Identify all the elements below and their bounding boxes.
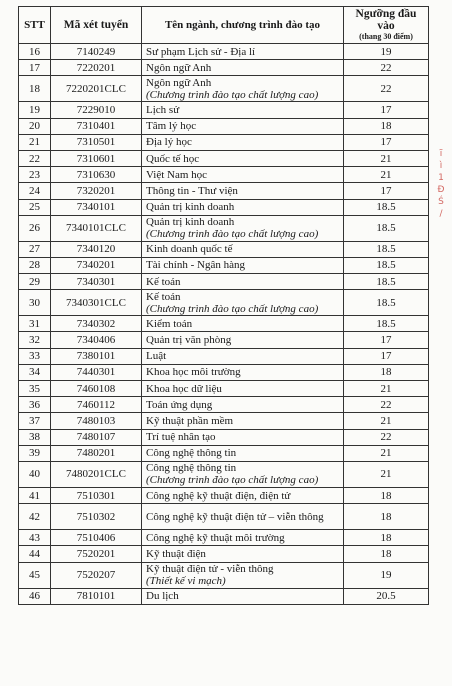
row-score: 21 [344, 167, 429, 183]
program-name: Thông tin - Thư viện [146, 184, 238, 197]
row-code: 7229010 [51, 102, 142, 118]
row-score: 18.5 [344, 241, 429, 257]
row-code: 7380101 [51, 348, 142, 364]
row-stt: 39 [19, 445, 51, 461]
row-code: 7310630 [51, 167, 142, 183]
program-note: (Chương trình đào tạo chất lượng cao) [146, 302, 319, 315]
header-code: Mã xét tuyển [51, 7, 142, 44]
row-stt: 30 [19, 290, 51, 316]
row-program [142, 215, 344, 241]
row-program [142, 546, 344, 562]
row-stt: 25 [19, 199, 51, 215]
row-score: 21 [344, 413, 429, 429]
row-program [142, 183, 344, 199]
row-stt: 45 [19, 562, 51, 588]
program-name: Địa lý học [146, 136, 192, 149]
row-code: 7220201 [51, 60, 142, 76]
row-program [142, 199, 344, 215]
program-name: Luật [146, 350, 167, 363]
row-code: 7460112 [51, 397, 142, 413]
row-code: 7340302 [51, 316, 142, 332]
row-score: 19 [344, 44, 429, 60]
table-row [19, 274, 429, 290]
row-stt: 16 [19, 44, 51, 60]
table-row [19, 546, 429, 562]
row-score: 22 [344, 397, 429, 413]
table-row [19, 562, 429, 588]
row-stt: 24 [19, 183, 51, 199]
row-program [142, 150, 344, 166]
row-stt: 35 [19, 381, 51, 397]
table-row [19, 445, 429, 461]
row-code: 7440301 [51, 364, 142, 380]
row-score: 18 [344, 530, 429, 546]
row-score: 22 [344, 76, 429, 102]
row-code: 7520207 [51, 562, 142, 588]
row-code: 7340406 [51, 332, 142, 348]
row-stt: 46 [19, 588, 51, 604]
table-row [19, 60, 429, 76]
table-body [19, 44, 429, 605]
row-code: 7310601 [51, 150, 142, 166]
row-stt: 19 [19, 102, 51, 118]
row-stt: 36 [19, 397, 51, 413]
row-code: 7480103 [51, 413, 142, 429]
program-name: Tâm lý học [146, 120, 197, 133]
row-score: 18.5 [344, 274, 429, 290]
row-score: 21 [344, 445, 429, 461]
row-score: 18.5 [344, 316, 429, 332]
row-program [142, 60, 344, 76]
row-stt: 23 [19, 167, 51, 183]
row-score: 18 [344, 546, 429, 562]
program-name: Quốc tế học [146, 152, 200, 165]
row-score: 17 [344, 102, 429, 118]
row-code: 7310401 [51, 118, 142, 134]
program-name: Quản trị kinh doanh [146, 216, 235, 229]
program-name: Ngôn ngữ Anh [146, 61, 212, 74]
row-program [142, 487, 344, 503]
program-name: Khoa học dữ liệu [146, 382, 222, 395]
row-code: 7340301CLC [51, 290, 142, 316]
program-name: Công nghệ kỹ thuật môi trường [146, 531, 285, 544]
row-code: 7340101CLC [51, 215, 142, 241]
program-name: Kế toán [146, 275, 181, 288]
row-code: 7340201 [51, 257, 142, 273]
program-name: Quản trị văn phòng [146, 334, 232, 347]
program-name: Kỹ thuật phần mềm [146, 414, 234, 427]
row-program [142, 562, 344, 588]
table-row [19, 257, 429, 273]
row-program [142, 241, 344, 257]
row-code: 7140249 [51, 44, 142, 60]
row-score: 17 [344, 348, 429, 364]
row-code: 7480201 [51, 445, 142, 461]
row-score: 17 [344, 183, 429, 199]
admission-threshold-table-page [18, 6, 428, 605]
row-program [142, 332, 344, 348]
program-name: Công nghệ thông tin [146, 447, 237, 460]
row-score: 18.5 [344, 290, 429, 316]
row-program [142, 118, 344, 134]
row-score: 21 [344, 461, 429, 487]
row-stt: 27 [19, 241, 51, 257]
program-name: Kiểm toán [146, 317, 193, 330]
row-stt: 33 [19, 348, 51, 364]
row-score: 18 [344, 118, 429, 134]
table-row [19, 118, 429, 134]
row-score: 17 [344, 134, 429, 150]
row-program [142, 504, 344, 530]
row-score: 18 [344, 487, 429, 503]
table-row [19, 199, 429, 215]
table-row [19, 76, 429, 102]
table-row [19, 461, 429, 487]
row-stt: 18 [19, 76, 51, 102]
row-stt: 37 [19, 413, 51, 429]
row-program [142, 76, 344, 102]
row-score: 21 [344, 150, 429, 166]
row-stt: 34 [19, 364, 51, 380]
row-code: 7480201CLC [51, 461, 142, 487]
program-note: (Chương trình đào tạo chất lượng cao) [146, 88, 319, 101]
row-stt: 20 [19, 118, 51, 134]
table-row [19, 381, 429, 397]
table-row [19, 241, 429, 257]
row-program [142, 588, 344, 604]
program-name: Kinh doanh quốc tế [146, 243, 233, 256]
row-stt: 26 [19, 215, 51, 241]
admission-threshold-table [18, 6, 429, 605]
table-row [19, 167, 429, 183]
row-program [142, 316, 344, 332]
table-header-row [19, 7, 429, 44]
table-row [19, 332, 429, 348]
row-program [142, 134, 344, 150]
table-row [19, 134, 429, 150]
table-row [19, 413, 429, 429]
header-score-label: Ngưỡng đầu vào [355, 8, 417, 32]
row-program [142, 530, 344, 546]
table-row [19, 348, 429, 364]
program-note: (Chương trình đào tạo chất lượng cao) [146, 228, 319, 241]
row-stt: 44 [19, 546, 51, 562]
row-stt: 28 [19, 257, 51, 273]
row-code: 7320201 [51, 183, 142, 199]
program-name: Kỹ thuật điện [146, 547, 206, 560]
table-row [19, 364, 429, 380]
row-code: 7810101 [51, 588, 142, 604]
program-name: Du lịch [146, 590, 179, 603]
program-name: Việt Nam học [146, 168, 208, 181]
row-stt: 31 [19, 316, 51, 332]
program-name: Công nghệ thông tin [146, 462, 237, 475]
table-row [19, 44, 429, 60]
row-program [142, 44, 344, 60]
row-code: 7520201 [51, 546, 142, 562]
row-score: 18.5 [344, 215, 429, 241]
program-name: Sư phạm Lịch sử - Địa lí [146, 45, 256, 58]
row-program [142, 429, 344, 445]
table-row [19, 504, 429, 530]
row-score: 18 [344, 504, 429, 530]
table-row [19, 588, 429, 604]
row-score: 20.5 [344, 588, 429, 604]
row-stt: 29 [19, 274, 51, 290]
row-code: 7510301 [51, 487, 142, 503]
row-stt: 42 [19, 504, 51, 530]
table-row [19, 183, 429, 199]
row-stt: 41 [19, 487, 51, 503]
program-name: Khoa học môi trường [146, 366, 241, 379]
row-code: 7340120 [51, 241, 142, 257]
table-row [19, 102, 429, 118]
header-score [344, 7, 429, 44]
program-name: Công nghệ kỹ thuật điện, điện tử [146, 489, 291, 502]
row-program [142, 274, 344, 290]
row-program [142, 413, 344, 429]
row-stt: 43 [19, 530, 51, 546]
row-score: 18.5 [344, 257, 429, 273]
row-program [142, 290, 344, 316]
header-score-scale: (thang 30 điểm) [359, 32, 413, 41]
row-code: 7460108 [51, 381, 142, 397]
row-code: 7510406 [51, 530, 142, 546]
handwritten-margin-marks: ĩ ì 1 Đ Ś / [437, 149, 445, 219]
program-name: Kế toán [146, 290, 181, 303]
row-stt: 21 [19, 134, 51, 150]
table-row [19, 429, 429, 445]
row-score: 18 [344, 364, 429, 380]
row-stt: 38 [19, 429, 51, 445]
program-name: Trí tuệ nhân tạo [146, 431, 216, 444]
row-program [142, 257, 344, 273]
table-row [19, 150, 429, 166]
row-stt: 32 [19, 332, 51, 348]
row-score: 22 [344, 60, 429, 76]
program-name: Quản trị kinh doanh [146, 201, 235, 214]
row-score: 22 [344, 429, 429, 445]
row-program [142, 348, 344, 364]
row-stt: 17 [19, 60, 51, 76]
row-score: 19 [344, 562, 429, 588]
program-name: Công nghệ kỹ thuật điện tử – viễn thông [146, 510, 324, 523]
program-note: (Thiết kế vi mạch) [146, 575, 226, 587]
row-program [142, 102, 344, 118]
row-stt: 40 [19, 461, 51, 487]
table-row [19, 397, 429, 413]
table-row [19, 290, 429, 316]
table-row [19, 215, 429, 241]
row-program [142, 445, 344, 461]
program-name: Toán ứng dụng [146, 398, 213, 411]
program-name: Ngôn ngữ Anh [146, 76, 212, 89]
header-program: Tên ngành, chương trình đào tạo [142, 7, 344, 44]
row-score: 18.5 [344, 199, 429, 215]
row-code: 7340101 [51, 199, 142, 215]
header-stt: STT [19, 7, 51, 44]
row-code: 7220201CLC [51, 76, 142, 102]
row-score: 21 [344, 381, 429, 397]
row-program [142, 364, 344, 380]
table-row [19, 316, 429, 332]
table-row [19, 487, 429, 503]
row-program [142, 397, 344, 413]
row-code: 7480107 [51, 429, 142, 445]
row-code: 7340301 [51, 274, 142, 290]
program-name: Kỹ thuật điện tử - viễn thông [146, 563, 274, 575]
row-program [142, 461, 344, 487]
row-program [142, 167, 344, 183]
row-score: 17 [344, 332, 429, 348]
row-code: 7310501 [51, 134, 142, 150]
program-note: (Chương trình đào tạo chất lượng cao) [146, 474, 319, 487]
row-code: 7510302 [51, 504, 142, 530]
program-name: Lịch sử [146, 103, 180, 116]
row-program [142, 381, 344, 397]
row-stt: 22 [19, 150, 51, 166]
program-name: Tài chính - Ngân hàng [146, 259, 245, 272]
table-row [19, 530, 429, 546]
